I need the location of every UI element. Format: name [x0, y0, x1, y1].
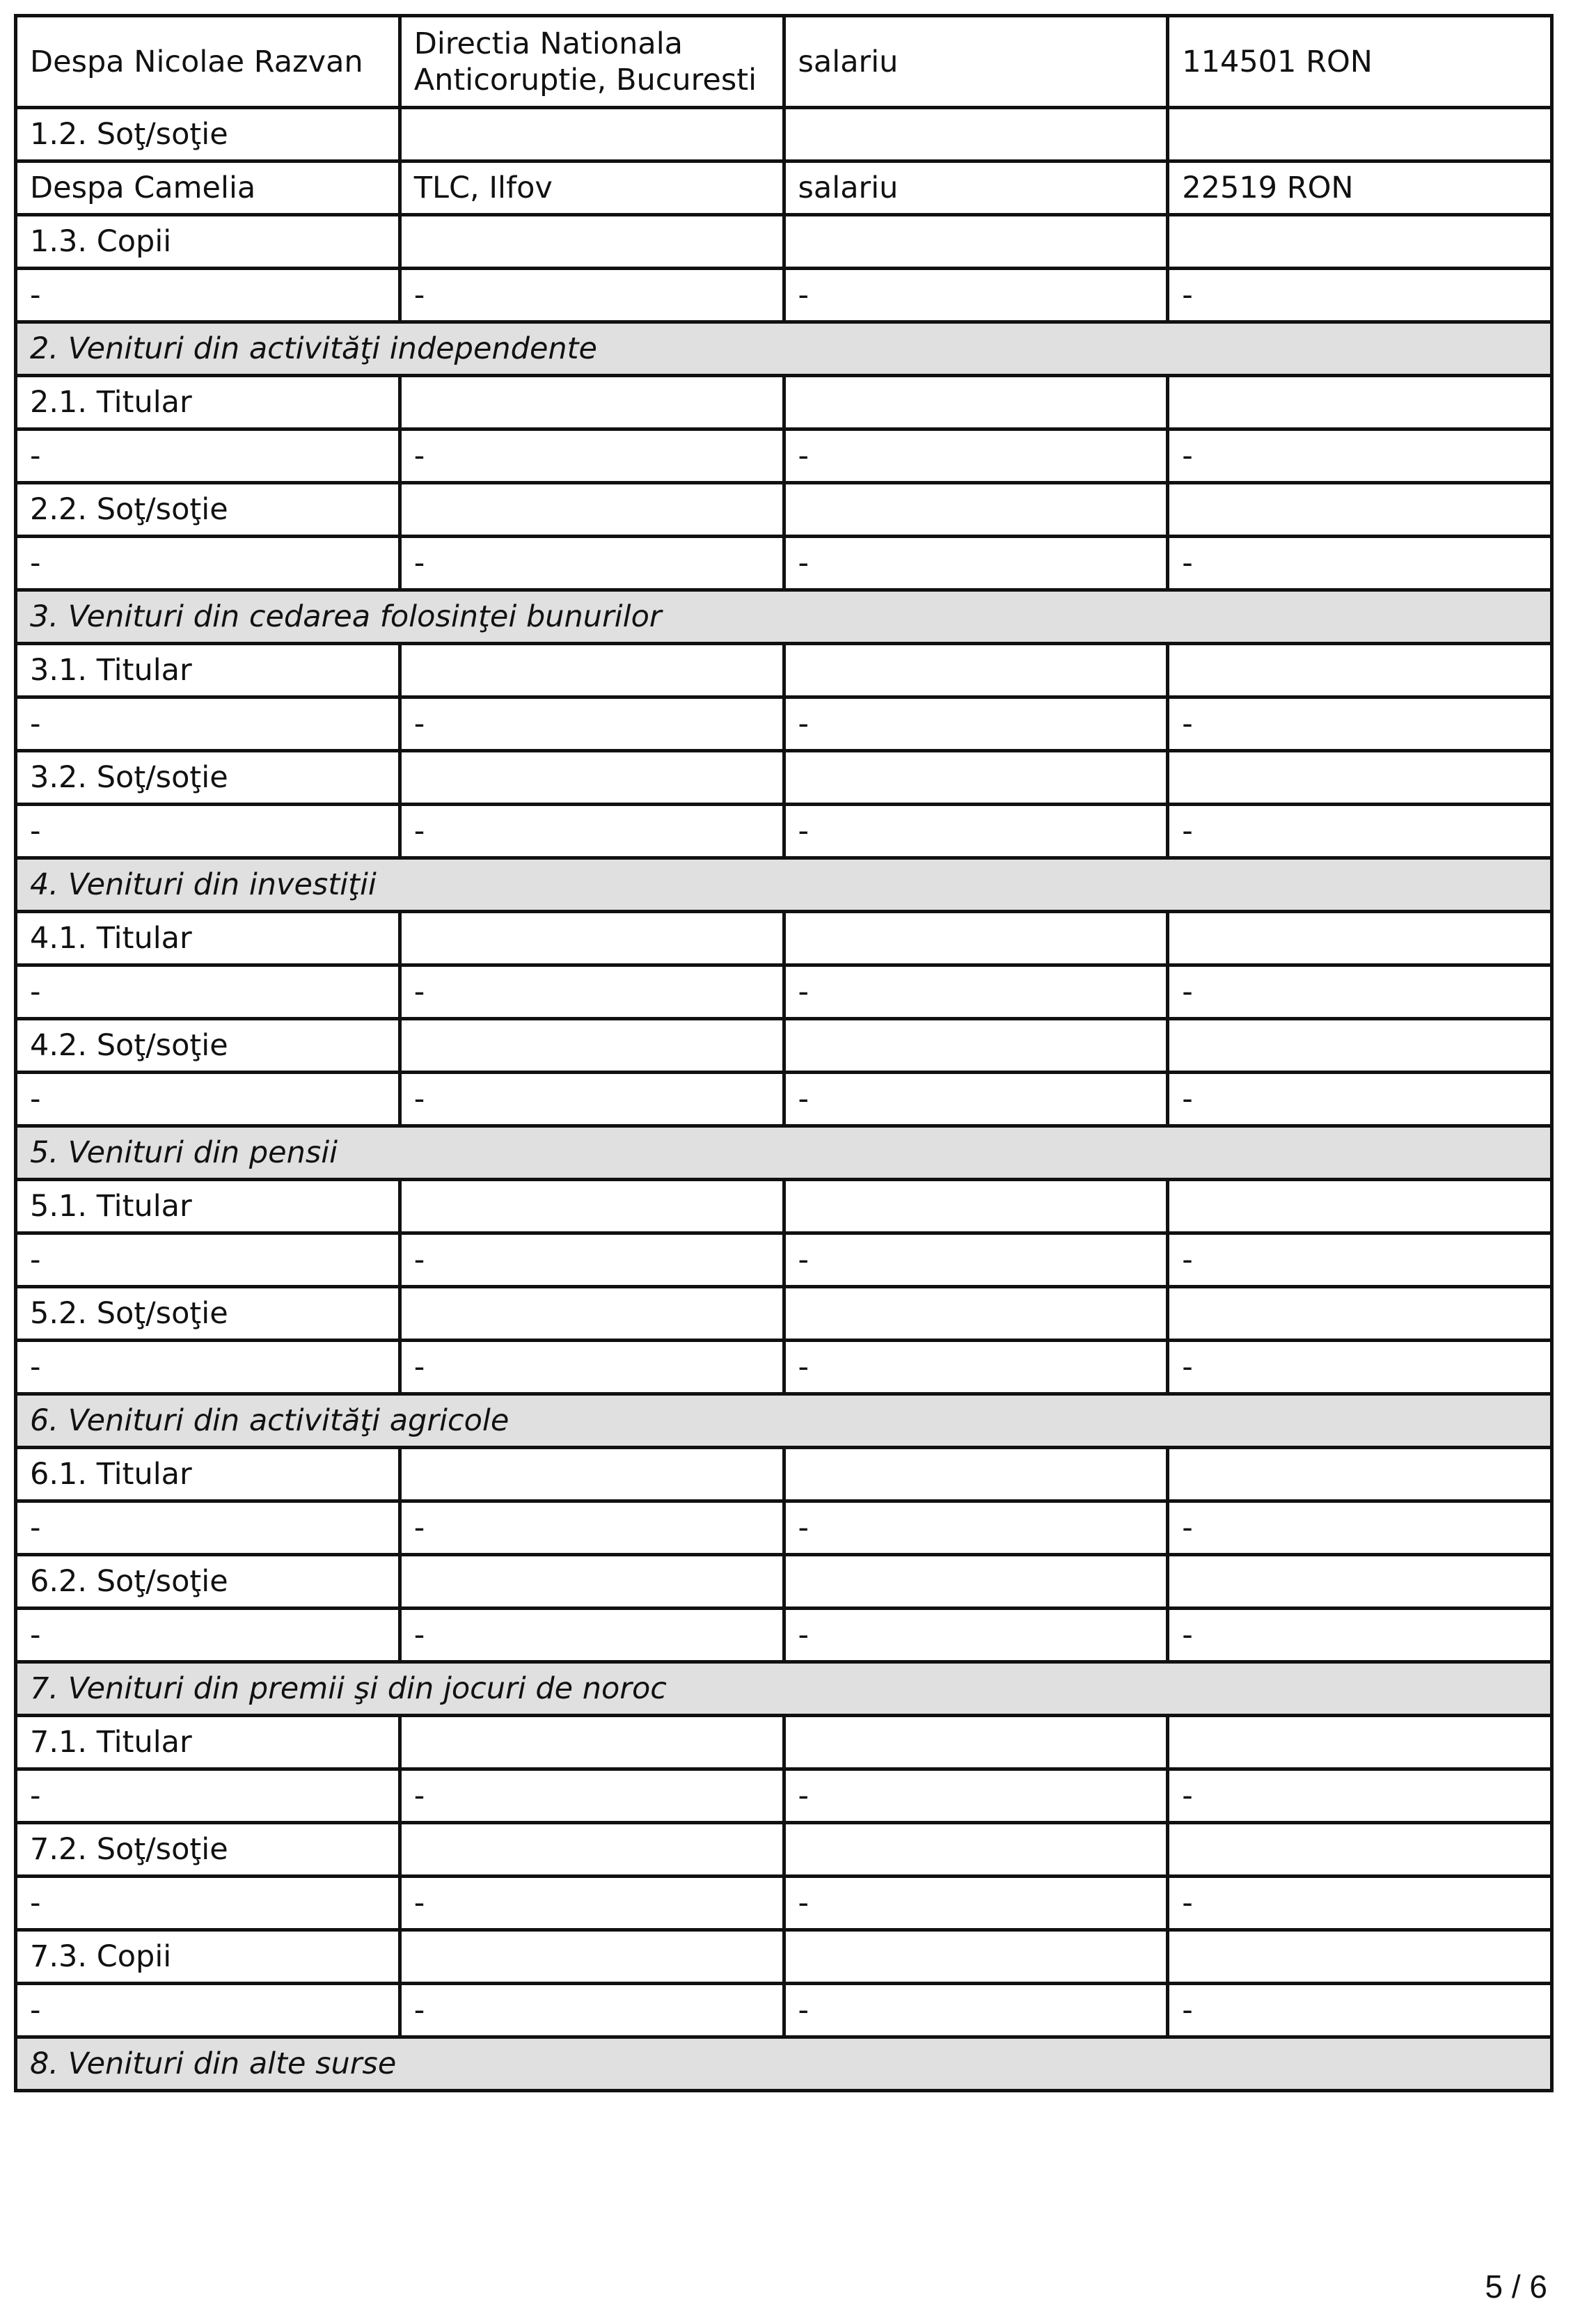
source-cell: -: [400, 697, 784, 751]
income-amount-cell: -: [1168, 697, 1552, 751]
table-row: [16, 1716, 1552, 1769]
beneficiary-cell: -: [16, 1073, 400, 1126]
income-table: [14, 14, 1554, 2092]
beneficiary-cell: -: [16, 805, 400, 858]
income-amount-cell: -: [1168, 1073, 1552, 1126]
beneficiary-cell: Despa Nicolae Razvan: [16, 16, 400, 108]
beneficiary-cell: -: [16, 1984, 400, 2037]
source-cell: -: [400, 1501, 784, 1555]
table-row: [16, 1341, 1552, 1394]
subsection-label: 2.1. Titular: [16, 376, 400, 429]
table-row: [16, 1448, 1552, 1501]
section-title: 5. Venituri din pensii: [16, 1126, 1552, 1180]
section-title: 6. Venituri din activităţi agricole: [16, 1394, 1552, 1448]
table-row: [16, 1287, 1552, 1341]
table-row: [16, 805, 1552, 858]
table-row: [16, 644, 1552, 697]
table-row: [16, 429, 1552, 483]
subsection-label: 7.3. Copii: [16, 1930, 400, 1984]
income-type-cell: -: [784, 805, 1168, 858]
income-type-cell: -: [784, 537, 1168, 590]
source-cell: -: [400, 1073, 784, 1126]
subsection-label: 7.2. Soţ/soţie: [16, 1823, 400, 1877]
table-row: [16, 912, 1552, 965]
subsection-label: 6.2. Soţ/soţie: [16, 1555, 400, 1609]
beneficiary-cell: -: [16, 1769, 400, 1823]
table-row: [16, 1984, 1552, 2037]
section-header-row: [16, 2037, 1552, 2091]
beneficiary-cell: -: [16, 1341, 400, 1394]
source-cell: -: [400, 1877, 784, 1930]
section-header-row: [16, 322, 1552, 376]
section-header-row: [16, 1394, 1552, 1448]
section-title: 3. Venituri din cedarea folosinţei bunurilor: [16, 590, 1552, 644]
table-row: [16, 697, 1552, 751]
section-title: 4. Venituri din investiţii: [16, 858, 1552, 912]
table-row: [16, 1609, 1552, 1662]
section-header-row: [16, 1662, 1552, 1716]
income-type-cell: -: [784, 1984, 1168, 2037]
income-amount-cell: -: [1168, 805, 1552, 858]
income-type-cell: -: [784, 429, 1168, 483]
source-cell: Directia Nationala Anticoruptie, Bucuresti: [400, 16, 784, 108]
source-cell: -: [400, 1609, 784, 1662]
source-cell: -: [400, 965, 784, 1019]
table-row: [16, 1555, 1552, 1609]
income-amount-cell: -: [1168, 269, 1552, 322]
subsection-label: 3.1. Titular: [16, 644, 400, 697]
income-type-cell: -: [784, 1877, 1168, 1930]
income-amount-cell: -: [1168, 965, 1552, 1019]
section-header-row: [16, 1126, 1552, 1180]
beneficiary-cell: -: [16, 429, 400, 483]
income-amount-cell: -: [1168, 1609, 1552, 1662]
income-type-cell: -: [784, 1073, 1168, 1126]
income-amount-cell: -: [1168, 537, 1552, 590]
income-type-cell: -: [784, 697, 1168, 751]
subsection-label: 6.1. Titular: [16, 1448, 400, 1501]
income-type-cell: -: [784, 1501, 1168, 1555]
income-type-cell: -: [784, 965, 1168, 1019]
income-amount-cell: -: [1168, 1877, 1552, 1930]
source-cell: -: [400, 1984, 784, 2037]
source-cell: -: [400, 1769, 784, 1823]
subsection-label: 4.1. Titular: [16, 912, 400, 965]
subsection-label: 1.2. Soţ/soţie: [16, 108, 400, 161]
source-cell: -: [400, 1341, 784, 1394]
table-row: [16, 108, 1552, 161]
table-row: [16, 1233, 1552, 1287]
table-row: [16, 1019, 1552, 1073]
section-title: 7. Venituri din premii şi din jocuri de noroc: [16, 1662, 1552, 1716]
income-amount-cell: -: [1168, 1984, 1552, 2037]
beneficiary-cell: Despa Camelia: [16, 161, 400, 215]
subsection-label: 7.1. Titular: [16, 1716, 400, 1769]
income-amount-cell: -: [1168, 1341, 1552, 1394]
table-row: [16, 751, 1552, 805]
income-type-cell: salariu: [784, 16, 1168, 108]
table-row: [16, 16, 1552, 108]
table-row: [16, 1180, 1552, 1233]
subsection-label: 3.2. Soţ/soţie: [16, 751, 400, 805]
income-amount-cell: -: [1168, 1233, 1552, 1287]
income-type-cell: -: [784, 1233, 1168, 1287]
income-type-cell: -: [784, 1341, 1168, 1394]
table-row: [16, 376, 1552, 429]
section-title: 8. Venituri din alte surse: [16, 2037, 1552, 2091]
beneficiary-cell: -: [16, 1233, 400, 1287]
income-amount-cell: -: [1168, 1769, 1552, 1823]
table-row: [16, 1073, 1552, 1126]
beneficiary-cell: -: [16, 269, 400, 322]
table-row: [16, 1501, 1552, 1555]
income-type-cell: -: [784, 1609, 1168, 1662]
source-cell: -: [400, 805, 784, 858]
beneficiary-cell: -: [16, 965, 400, 1019]
source-cell: -: [400, 429, 784, 483]
beneficiary-cell: -: [16, 537, 400, 590]
source-cell: TLC, Ilfov: [400, 161, 784, 215]
section-header-row: [16, 590, 1552, 644]
source-cell: -: [400, 537, 784, 590]
subsection-label: 5.2. Soţ/soţie: [16, 1287, 400, 1341]
income-amount-cell: -: [1168, 1501, 1552, 1555]
table-row: [16, 1823, 1552, 1877]
beneficiary-cell: -: [16, 1877, 400, 1930]
table-row: [16, 1769, 1552, 1823]
table-row: [16, 537, 1552, 590]
table-row: [16, 1877, 1552, 1930]
table-row: [16, 161, 1552, 215]
income-type-cell: salariu: [784, 161, 1168, 215]
income-type-cell: -: [784, 1769, 1168, 1823]
section-header-row: [16, 858, 1552, 912]
income-amount-cell: 114501 RON: [1168, 16, 1552, 108]
subsection-label: 1.3. Copii: [16, 215, 400, 269]
section-title: 2. Venituri din activităţi independente: [16, 322, 1552, 376]
subsection-label: 2.2. Soţ/soţie: [16, 483, 400, 537]
table-row: [16, 1930, 1552, 1984]
source-cell: -: [400, 1233, 784, 1287]
page-number: 5 / 6: [1485, 2268, 1547, 2305]
income-type-cell: -: [784, 269, 1168, 322]
source-cell: -: [400, 269, 784, 322]
table-row: [16, 965, 1552, 1019]
table-row: [16, 215, 1552, 269]
table-row: [16, 483, 1552, 537]
beneficiary-cell: -: [16, 697, 400, 751]
income-amount-cell: -: [1168, 429, 1552, 483]
income-amount-cell: 22519 RON: [1168, 161, 1552, 215]
beneficiary-cell: -: [16, 1501, 400, 1555]
beneficiary-cell: -: [16, 1609, 400, 1662]
subsection-label: 5.1. Titular: [16, 1180, 400, 1233]
subsection-label: 4.2. Soţ/soţie: [16, 1019, 400, 1073]
table-row: [16, 269, 1552, 322]
